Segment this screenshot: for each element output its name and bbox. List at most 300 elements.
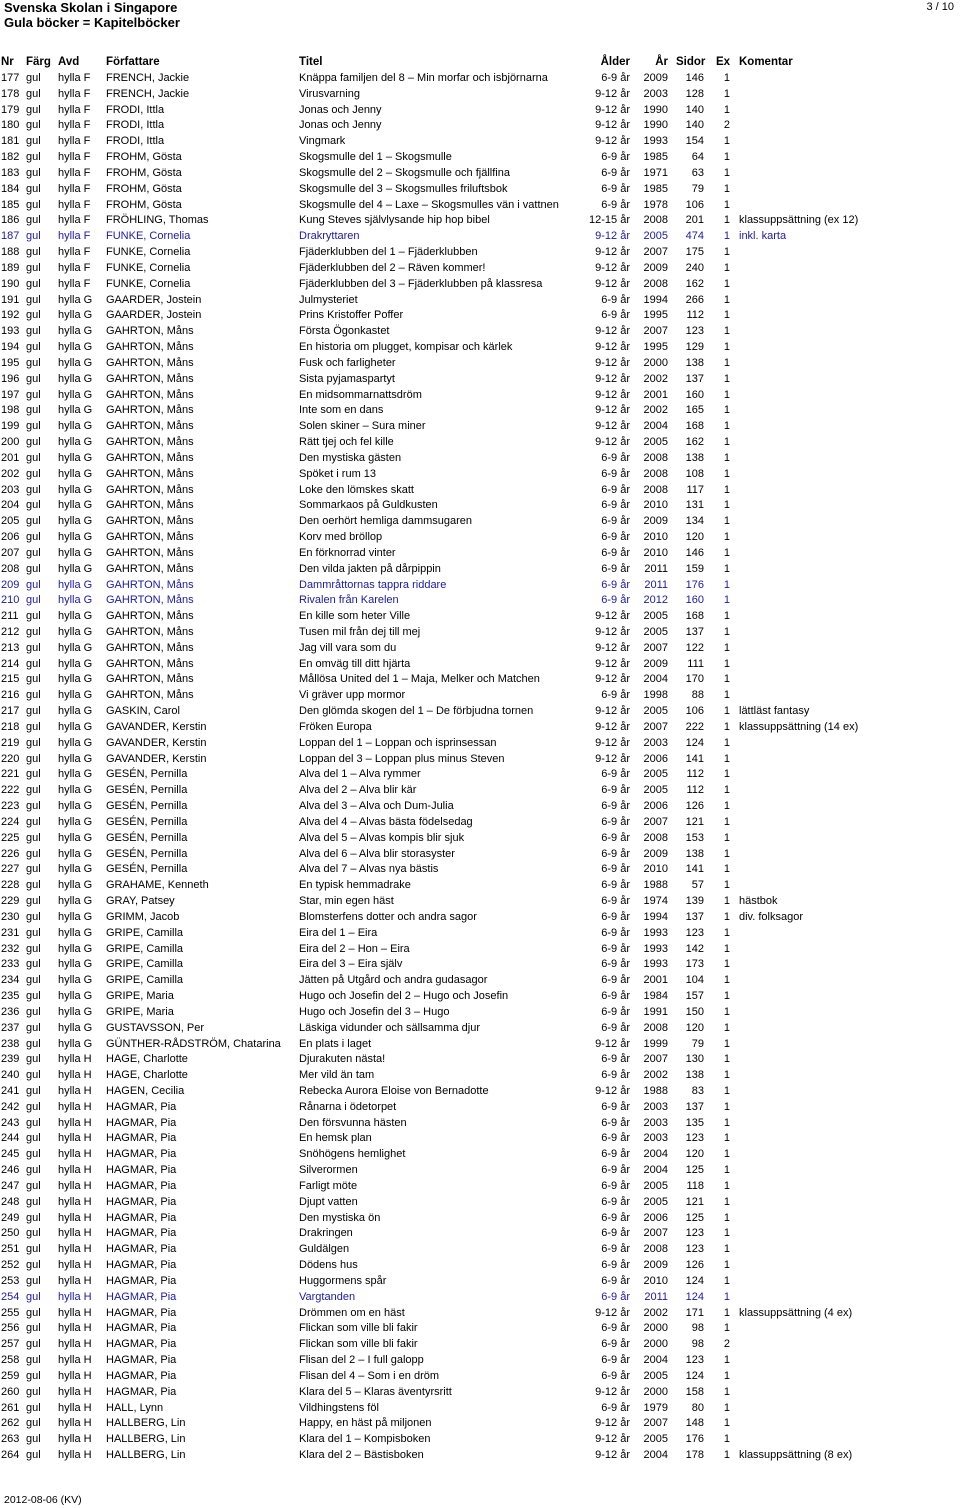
cell-avd: hylla G [58,831,93,844]
cell-ar: 1998 [643,689,668,702]
cell-forfattare: GRAY, Patsey [106,895,175,908]
cell-nr: 230 [1,910,20,923]
cell-nr: 243 [1,1116,20,1129]
cell-komentar: klassuppsättning (14 ex) [739,720,859,733]
cell-sidor: 160 [685,388,704,401]
cell-ex: 1 [723,1259,730,1272]
cell-nr: 192 [1,309,20,322]
cell-titel: Alva del 4 – Alvas bästa födelsedag [299,815,473,828]
cell-forfattare: HAGMAR, Pia [106,1164,177,1177]
cell-ar: 2010 [643,863,668,876]
cell-ex: 1 [723,87,730,100]
cell-nr: 259 [1,1369,20,1382]
cell-ex: 1 [723,1354,730,1367]
cell-titel: Den mystiska gästen [299,451,402,464]
cell-avd: hylla F [58,135,91,148]
cell-alder: 6-9 år [601,1338,630,1351]
cell-ar: 2006 [643,752,668,765]
cell-forfattare: GRIMM, Jacob [106,910,180,923]
cell-nr: 190 [1,277,20,290]
column-header-nr: Nr [1,56,14,68]
cell-ar: 2007 [643,720,668,733]
cell-sidor: 138 [685,356,704,369]
cell-ex: 1 [723,815,730,828]
table-row [0,847,960,863]
cell-ex: 1 [723,1385,730,1398]
cell-ar: 1995 [643,309,668,322]
cell-nr: 205 [1,515,20,528]
cell-alder: 6-9 år [601,1195,630,1208]
cell-alder: 6-9 år [601,1021,630,1034]
cell-avd: hylla G [58,546,93,559]
cell-farg: gul [26,103,41,116]
cell-ex: 1 [723,230,730,243]
table-row [0,752,960,768]
cell-titel: Skogsmulle del 1 – Skogsmulle [299,151,452,164]
cell-forfattare: GASKIN, Carol [106,705,180,718]
cell-ar: 2004 [643,673,668,686]
cell-alder: 6-9 år [601,198,630,211]
cell-forfattare: HAGMAR, Pia [106,1259,177,1272]
cell-nr: 260 [1,1385,20,1398]
cell-titel: Jonas och Jenny [299,119,382,132]
cell-nr: 246 [1,1164,20,1177]
cell-titel: Den mystiska ön [299,1211,381,1224]
cell-sidor: 138 [685,451,704,464]
cell-ar: 1988 [643,879,668,892]
cell-farg: gul [26,341,41,354]
cell-avd: hylla G [58,610,93,623]
cell-farg: gul [26,625,41,638]
cell-avd: hylla G [58,641,93,654]
cell-nr: 217 [1,705,20,718]
cell-sidor: 175 [685,246,704,259]
cell-avd: hylla F [58,230,91,243]
cell-ex: 1 [723,1085,730,1097]
cell-avd: hylla G [58,531,93,544]
cell-sidor: 126 [685,800,704,813]
cell-ar: 2009 [643,1259,668,1272]
cell-farg: gul [26,87,41,100]
cell-farg: gul [26,673,41,686]
cell-ar: 2005 [643,1433,668,1446]
cell-ex: 1 [723,467,730,480]
cell-ex: 1 [723,736,730,749]
cell-ex: 1 [723,578,730,591]
cell-forfattare: GRIPE, Camilla [106,942,184,955]
cell-sidor: 154 [685,135,704,148]
table-row [0,150,960,166]
cell-ex: 1 [723,673,730,686]
cell-alder: 9-12 år [595,436,630,449]
cell-ar: 2002 [643,372,668,385]
table-row [0,1179,960,1195]
cell-ex: 1 [723,372,730,385]
table-row [0,609,960,625]
cell-alder: 6-9 år [601,974,630,987]
cell-avd: hylla H [58,1195,92,1208]
cell-farg: gul [26,942,41,955]
cell-forfattare: GAHRTON, Måns [106,673,194,686]
cell-ar: 2003 [643,736,668,749]
cell-forfattare: GÜNTHER-RÅDSTRÖM, Chatarina [106,1037,281,1050]
cell-nr: 196 [1,372,20,385]
cell-farg: gul [26,499,41,512]
cell-farg: gul [26,230,41,243]
cell-ex: 1 [723,1417,730,1430]
table-row [0,1242,960,1258]
table-row [0,340,960,356]
cell-titel: En typisk hemmadrake [299,879,411,892]
cell-komentar: div. folksagor [739,910,803,923]
cell-avd: hylla G [58,784,93,797]
cell-nr: 218 [1,720,20,733]
column-header-forfattare: Författare [106,56,160,68]
cell-farg: gul [26,420,41,433]
cell-titel: Den försvunna hästen [299,1116,407,1129]
cell-ar: 2005 [643,784,668,797]
cell-komentar: lättläst fantasy [739,705,810,718]
cell-avd: hylla H [58,1433,92,1446]
cell-titel: Vargtanden [299,1290,356,1303]
cell-alder: 9-12 år [595,420,630,433]
cell-forfattare: FRODI, Ittla [106,103,165,116]
table-row [0,1147,960,1163]
cell-forfattare: GAHRTON, Måns [106,594,194,607]
cell-nr: 255 [1,1306,20,1319]
cell-farg: gul [26,293,41,306]
cell-nr: 242 [1,1100,20,1113]
cell-nr: 231 [1,926,20,939]
cell-ex: 1 [723,515,730,528]
cell-farg: gul [26,436,41,449]
cell-sidor: 120 [685,1021,704,1034]
cell-alder: 6-9 år [601,72,630,84]
cell-nr: 256 [1,1322,20,1335]
cell-ex: 2 [723,119,730,132]
cell-avd: hylla G [58,309,93,322]
cell-ex: 1 [723,182,730,195]
cell-sidor: 141 [685,752,704,765]
cell-ex: 1 [723,151,730,164]
table-row [0,641,960,657]
table-row [0,1321,960,1337]
cell-ex: 1 [723,752,730,765]
cell-komentar: klassuppsättning (ex 12) [739,214,859,227]
cell-alder: 6-9 år [601,1069,630,1082]
cell-ar: 2007 [643,641,668,654]
cell-forfattare: HAGMAR, Pia [106,1385,177,1398]
cell-ex: 1 [723,325,730,338]
cell-sidor: 173 [685,958,704,971]
footer-date: 2012-08-06 (KV) [4,1494,82,1506]
cell-ar: 2005 [643,705,668,718]
cell-farg: gul [26,720,41,733]
cell-avd: hylla G [58,325,93,338]
cell-forfattare: HALLBERG, Lin [106,1433,186,1446]
table-row [0,1353,960,1369]
cell-ex: 1 [723,293,730,306]
cell-nr: 223 [1,800,20,813]
cell-sidor: 64 [691,151,704,164]
cell-ar: 2001 [643,974,668,987]
cell-farg: gul [26,1148,41,1161]
cell-ex: 1 [723,1164,730,1177]
table-row [0,1195,960,1211]
cell-avd: hylla G [58,768,93,781]
table-row [0,1116,960,1132]
cell-alder: 6-9 år [601,1227,630,1240]
cell-alder: 9-12 år [595,341,630,354]
cell-farg: gul [26,1179,41,1192]
cell-sidor: 178 [685,1449,704,1462]
cell-alder: 6-9 år [601,1274,630,1287]
cell-avd: hylla G [58,673,93,686]
cell-nr: 257 [1,1338,20,1351]
table-row [0,182,960,198]
cell-nr: 200 [1,436,20,449]
cell-ar: 2004 [643,1148,668,1161]
cell-ex: 1 [723,531,730,544]
cell-sidor: 123 [685,1132,704,1145]
cell-farg: gul [26,214,41,227]
cell-alder: 6-9 år [601,1053,630,1066]
cell-nr: 219 [1,736,20,749]
cell-avd: hylla G [58,910,93,923]
cell-farg: gul [26,752,41,765]
cell-nr: 207 [1,546,20,559]
cell-sidor: 123 [685,1354,704,1367]
cell-alder: 6-9 år [601,784,630,797]
cell-sidor: 57 [691,879,704,892]
cell-forfattare: FROHM, Gösta [106,182,182,195]
table-row [0,957,960,973]
cell-nr: 186 [1,214,20,227]
cell-farg: gul [26,546,41,559]
cell-avd: hylla G [58,1037,93,1050]
cell-farg: gul [26,1369,41,1382]
cell-ar: 2009 [643,261,668,274]
table-row [0,562,960,578]
cell-alder: 6-9 år [601,990,630,1003]
cell-alder: 6-9 år [601,531,630,544]
cell-alder: 9-12 år [595,277,630,290]
cell-ex: 1 [723,499,730,512]
cell-ar: 2008 [643,1243,668,1256]
cell-alder: 9-12 år [595,1417,630,1430]
cell-nr: 213 [1,641,20,654]
cell-sidor: 83 [691,1085,704,1097]
table-row [0,767,960,783]
cell-sidor: 124 [685,1274,704,1287]
cell-forfattare: GUSTAVSSON, Per [106,1021,205,1034]
cell-forfattare: FUNKE, Cornelia [106,230,191,243]
cell-ex: 1 [723,990,730,1003]
cell-alder: 9-12 år [595,135,630,148]
table-row [0,1163,960,1179]
cell-avd: hylla F [58,103,91,116]
cell-alder: 6-9 år [601,768,630,781]
cell-forfattare: GAHRTON, Måns [106,451,194,464]
cell-avd: hylla H [58,1148,92,1161]
cell-avd: hylla H [58,1211,92,1224]
cell-farg: gul [26,800,41,813]
cell-nr: 212 [1,625,20,638]
table-row [0,213,960,229]
cell-sidor: 146 [685,72,704,84]
cell-avd: hylla H [58,1369,92,1382]
table-row [0,1401,960,1417]
cell-ex: 1 [723,1227,730,1240]
table-row [0,1290,960,1306]
cell-avd: hylla H [58,1100,92,1113]
cell-farg: gul [26,246,41,259]
cell-forfattare: HAGMAR, Pia [106,1290,177,1303]
cell-forfattare: GESÉN, Pernilla [106,863,188,876]
cell-farg: gul [26,641,41,654]
cell-avd: hylla G [58,863,93,876]
cell-avd: hylla G [58,341,93,354]
cell-avd: hylla H [58,1385,92,1398]
cell-titel: Klara del 2 – Bästisboken [299,1449,424,1462]
table-row [0,451,960,467]
cell-ex: 1 [723,942,730,955]
cell-alder: 9-12 år [595,372,630,385]
cell-titel: En förknorrad vinter [299,546,396,559]
cell-farg: gul [26,689,41,702]
cell-nr: 209 [1,578,20,591]
cell-nr: 193 [1,325,20,338]
cell-titel: Huggormens spår [299,1274,387,1287]
cell-titel: Eira del 2 – Hon – Eira [299,942,410,955]
cell-forfattare: GAHRTON, Måns [106,325,194,338]
cell-sidor: 126 [685,1259,704,1272]
cell-ar: 2007 [643,325,668,338]
cell-titel: Rivalen från Karelen [299,594,399,607]
cell-ex: 1 [723,879,730,892]
cell-nr: 250 [1,1227,20,1240]
cell-ar: 2000 [643,1322,668,1335]
cell-forfattare: HAGMAR, Pia [106,1227,177,1240]
cell-sidor: 474 [685,230,704,243]
cell-ar: 2005 [643,230,668,243]
cell-ex: 1 [723,72,730,84]
cell-alder: 6-9 år [601,578,630,591]
cell-nr: 222 [1,784,20,797]
cell-forfattare: HAGMAR, Pia [106,1369,177,1382]
cell-ar: 2008 [643,831,668,844]
table-row [0,1005,960,1021]
cell-forfattare: GAARDER, Jostein [106,309,202,322]
cell-farg: gul [26,562,41,575]
cell-forfattare: HAGMAR, Pia [106,1100,177,1113]
cell-ex: 1 [723,594,730,607]
cell-avd: hylla H [58,1354,92,1367]
cell-sidor: 146 [685,546,704,559]
table-row [0,403,960,419]
table-row [0,942,960,958]
cell-forfattare: HAGEN, Cecilia [106,1085,185,1097]
cell-farg: gul [26,1354,41,1367]
cell-titel: Knäppa familjen del 8 – Min morfar och isbjörnarna [299,72,548,84]
cell-alder: 6-9 år [601,1259,630,1272]
cell-avd: hylla G [58,958,93,971]
cell-alder: 9-12 år [595,1085,630,1097]
cell-titel: Mer vild än tam [299,1069,375,1082]
cell-ex: 1 [723,958,730,971]
cell-farg: gul [26,1274,41,1287]
cell-avd: hylla H [58,1338,92,1351]
cell-ar: 1985 [643,151,668,164]
cell-sidor: 134 [685,515,704,528]
cell-farg: gul [26,1005,41,1018]
column-header-ar: År [655,56,668,68]
cell-ar: 2005 [643,436,668,449]
cell-ar: 2011 [644,562,668,575]
cell-komentar: hästbok [739,895,778,908]
cell-farg: gul [26,1338,41,1351]
cell-forfattare: HAGMAR, Pia [106,1274,177,1287]
cell-farg: gul [26,483,41,496]
cell-titel: Flisan del 4 – Som i en dröm [299,1369,440,1382]
cell-sidor: 121 [685,1195,704,1208]
cell-nr: 245 [1,1148,20,1161]
table-row [0,1084,960,1100]
cell-forfattare: GAHRTON, Måns [106,404,194,417]
cell-forfattare: GAHRTON, Måns [106,499,194,512]
cell-nr: 183 [1,166,20,179]
cell-nr: 215 [1,673,20,686]
cell-ar: 2005 [643,610,668,623]
cell-titel: Skogsmulle del 2 – Skogsmulle och fjällfina [299,166,510,179]
cell-sidor: 124 [685,736,704,749]
cell-farg: gul [26,831,41,844]
cell-ex: 1 [723,657,730,670]
table-row [0,1432,960,1448]
cell-titel: Alva del 5 – Alvas kompis blir sjuk [299,831,465,844]
cell-sidor: 201 [685,214,704,227]
cell-farg: gul [26,578,41,591]
cell-farg: gul [26,594,41,607]
cell-nr: 197 [1,388,20,401]
cell-ar: 1999 [643,1037,668,1050]
cell-alder: 6-9 år [601,309,630,322]
cell-nr: 216 [1,689,20,702]
cell-alder: 9-12 år [595,356,630,369]
cell-avd: hylla F [58,166,91,179]
cell-farg: gul [26,1100,41,1113]
cell-titel: Vildhingstens föl [299,1401,379,1414]
cell-sidor: 125 [685,1164,704,1177]
cell-ar: 2009 [643,515,668,528]
cell-ar: 2009 [643,72,668,84]
cell-forfattare: GESÉN, Pernilla [106,815,188,828]
cell-titel: Alva del 3 – Alva och Dum-Julia [299,800,454,813]
cell-titel: Jätten på Utgård och andra gudasagor [299,974,488,987]
cell-farg: gul [26,1195,41,1208]
cell-ar: 1991 [643,1005,668,1018]
cell-nr: 237 [1,1021,20,1034]
cell-titel: Flickan som ville bli fakir [299,1322,418,1335]
cell-ex: 1 [723,277,730,290]
cell-titel: Loke den lömskes skatt [299,483,414,496]
cell-titel: Jag vill vara som du [299,641,397,654]
cell-forfattare: FROHM, Gösta [106,151,182,164]
cell-ar: 2008 [643,214,668,227]
cell-avd: hylla H [58,1053,92,1066]
cell-avd: hylla F [58,261,91,274]
cell-forfattare: HAGE, Charlotte [106,1069,188,1082]
